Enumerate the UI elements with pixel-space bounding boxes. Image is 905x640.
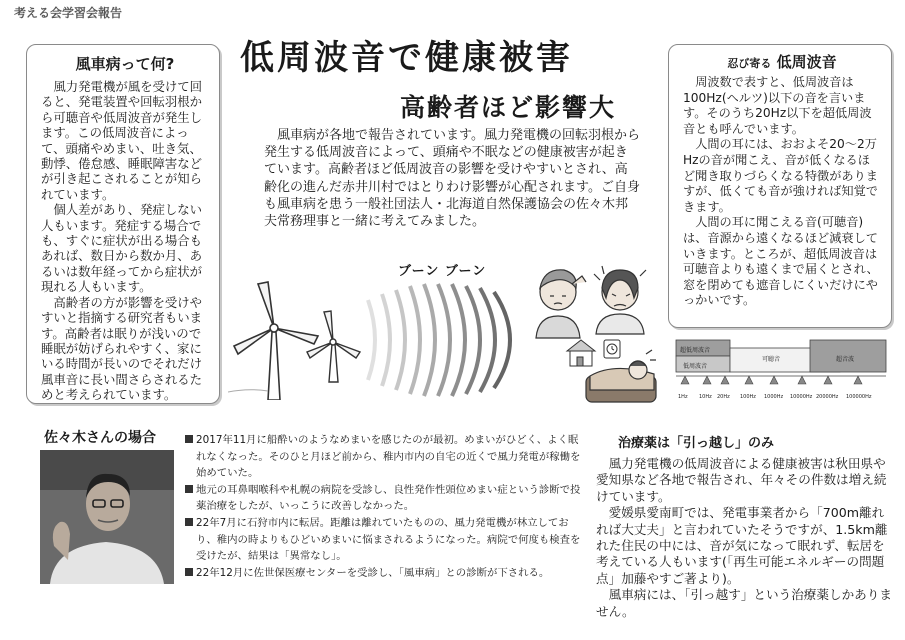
list-item-text: 22年7月に石狩市内に転居。距離は離れていたものの、風力発電機が林立しており、稚内の時よりもひどいめまいに悩まされるようになった。病院で何度も検査を受けたが、結果は「異常なし」。 (196, 516, 581, 563)
person-silhouette-icon (40, 450, 174, 584)
paragraph: 周波数で表すと、低周波音は100Hz(ヘルツ)以下の音を言います。そのうち20Hz以下を超低周波音とも呼んでいます。 (683, 75, 872, 136)
freq-tick: 20Hz (717, 394, 730, 400)
illustration-affected-people (534, 258, 662, 408)
sidebar-box-low-frequency-sound (668, 44, 892, 328)
page-subtitle: 高齢者ほど影響大 (400, 93, 617, 122)
freq-tick: 100Hz (740, 394, 756, 400)
man-with-headache-icon (594, 266, 646, 334)
case-title: 佐々木さんの場合 (44, 430, 156, 446)
freq-tick: 10000Hz (790, 394, 813, 400)
square-bullet-icon (185, 485, 193, 493)
freq-label-infrasound: 超低周波音 (680, 347, 711, 354)
paragraph: 風力発電機の低周波音による健康被害は秋田県や愛知県など各地で報告され、年々その件数は増え続けています。 (596, 456, 887, 504)
clock-icon (604, 340, 620, 358)
paragraph: 高齢者の方が影響を受けやすいと指摘する研究者もいます。高齢者は眠りが浅いので睡眠が妨げられやすく、家にいる時間が長いのでそれだけ風車音に長い間さらされるためと考えられています。 (41, 294, 203, 403)
case-timeline (185, 432, 585, 581)
freq-label-audible: 可聴音 (762, 356, 781, 363)
list-item (185, 432, 585, 482)
house-icon (567, 340, 595, 366)
remedy-title: 治療薬は「引っ越し」のみ (618, 436, 775, 451)
freq-tick: 1000Hz (764, 394, 784, 400)
illustration-wind-turbines (228, 270, 368, 400)
paragraph: 人間の耳には、おおよそ20～2万Hzの音が聞こえ、音が低くなるほど聞き取りづらくなる特徴がありますが、低くても音が強ければ知覚できます。 (683, 137, 878, 214)
square-bullet-icon (185, 435, 193, 443)
list-item (185, 515, 585, 565)
portrait-photo (40, 450, 174, 584)
freq-tick: 100000Hz (846, 394, 872, 400)
section-tag: 考える会学習会報告 (14, 6, 123, 20)
paragraph: 風力発電機が風を受けて回ると、発電装置や回転羽根から可聴音や低周波音が発生します。この低周波音によって、頭痛やめまい、吐き気、動悸、倦怠感、睡眠障害などが引き起こされることが知られています。 (41, 79, 203, 202)
sleepless-person-icon (586, 350, 656, 402)
box-title: 風車病って何? (75, 55, 175, 73)
lead-paragraph: 風車病が各地で報告されています。風力発電機の回転羽根から発生する低周波音によって、頭痛や不眠などの健康被害が起きています。高齢者ほど低周波音の影響を受けやすいとされ、高齢化の進んだ赤井川村ではとりわけ影響が心配されます。ご自身も風車病を患う一般社団法人・北海道自然保護協会の佐々木邦夫常務理事と一緒に考えてみました。 (264, 128, 640, 230)
freq-tick: 20000Hz (816, 394, 839, 400)
box-title-prefix: 忍び寄る (727, 57, 772, 70)
square-bullet-icon (185, 568, 193, 576)
list-item (185, 482, 585, 515)
sidebar-box-wind-turbine-syndrome (26, 44, 220, 404)
list-item (185, 565, 585, 582)
woman-with-headache-icon (536, 270, 586, 338)
square-bullet-icon (185, 518, 193, 526)
list-item-text: 22年12月に佐世保医療センターを受診し、「風車病」との診断が下される。 (196, 566, 550, 579)
wind-turbine-large-icon (234, 282, 318, 400)
freq-label-low-frequency: 低周波音 (683, 363, 708, 370)
remedy-article (596, 456, 892, 620)
paragraph: 個人差があり、発症しない人もいます。発症する場合でも、すぐに症状が出る場合もあれば、数日から数か月、あるいは数年経ってから症状が現れる人もいます。 (41, 202, 203, 295)
freq-label-ultrasound: 超音波 (836, 356, 855, 363)
list-item-text: 地元の耳鼻咽喉科や札幌の病院を受診し、良性発作性頭位めまい症という診断で投薬治療をしたが、いっこうに改善しなかった。 (196, 483, 581, 513)
paragraph: 人間の耳に聞こえる音(可聴音)は、音源から遠くなるほど減衰していきます。ところが、超低周波音は可聴音よりも遠くまで届くとされ、窓を閉めても遮音しにくいだけにやっかいです。 (683, 215, 879, 308)
box-title-main: 低周波音 (776, 53, 837, 71)
sound-onomatopoeia: ブーン ブーン (398, 264, 487, 279)
paragraph: 風車病には、「引っ越す」という治療薬しかありません。 (596, 587, 892, 619)
list-item-text: 2017年11月に船酔いのようなめまいを感じたのが最初。めまいがひどく、よく眠れなくなった。そのひと月ほど前から、稚内市内の自宅の近くで風力発電が稼働を始めていた。 (196, 434, 581, 480)
wind-turbine-small-icon (307, 311, 360, 382)
freq-tick: 10Hz (699, 394, 712, 400)
box-title (683, 51, 881, 72)
lead-article (264, 127, 640, 230)
sound-waves-graphic (358, 280, 533, 400)
paragraph: 愛媛県愛南町では、発電事業者から「700m離れれば大丈夫」と言われていたそうですが、1.5km離れた住民の中には、音が気になって眠れず、転居を考えている人もいます(「再生可能エネルギーの問題点」加藤やすご著より)。 (596, 505, 888, 586)
page-title: 低周波音で健康被害 (240, 38, 573, 78)
freq-tick: 1Hz (678, 394, 688, 400)
